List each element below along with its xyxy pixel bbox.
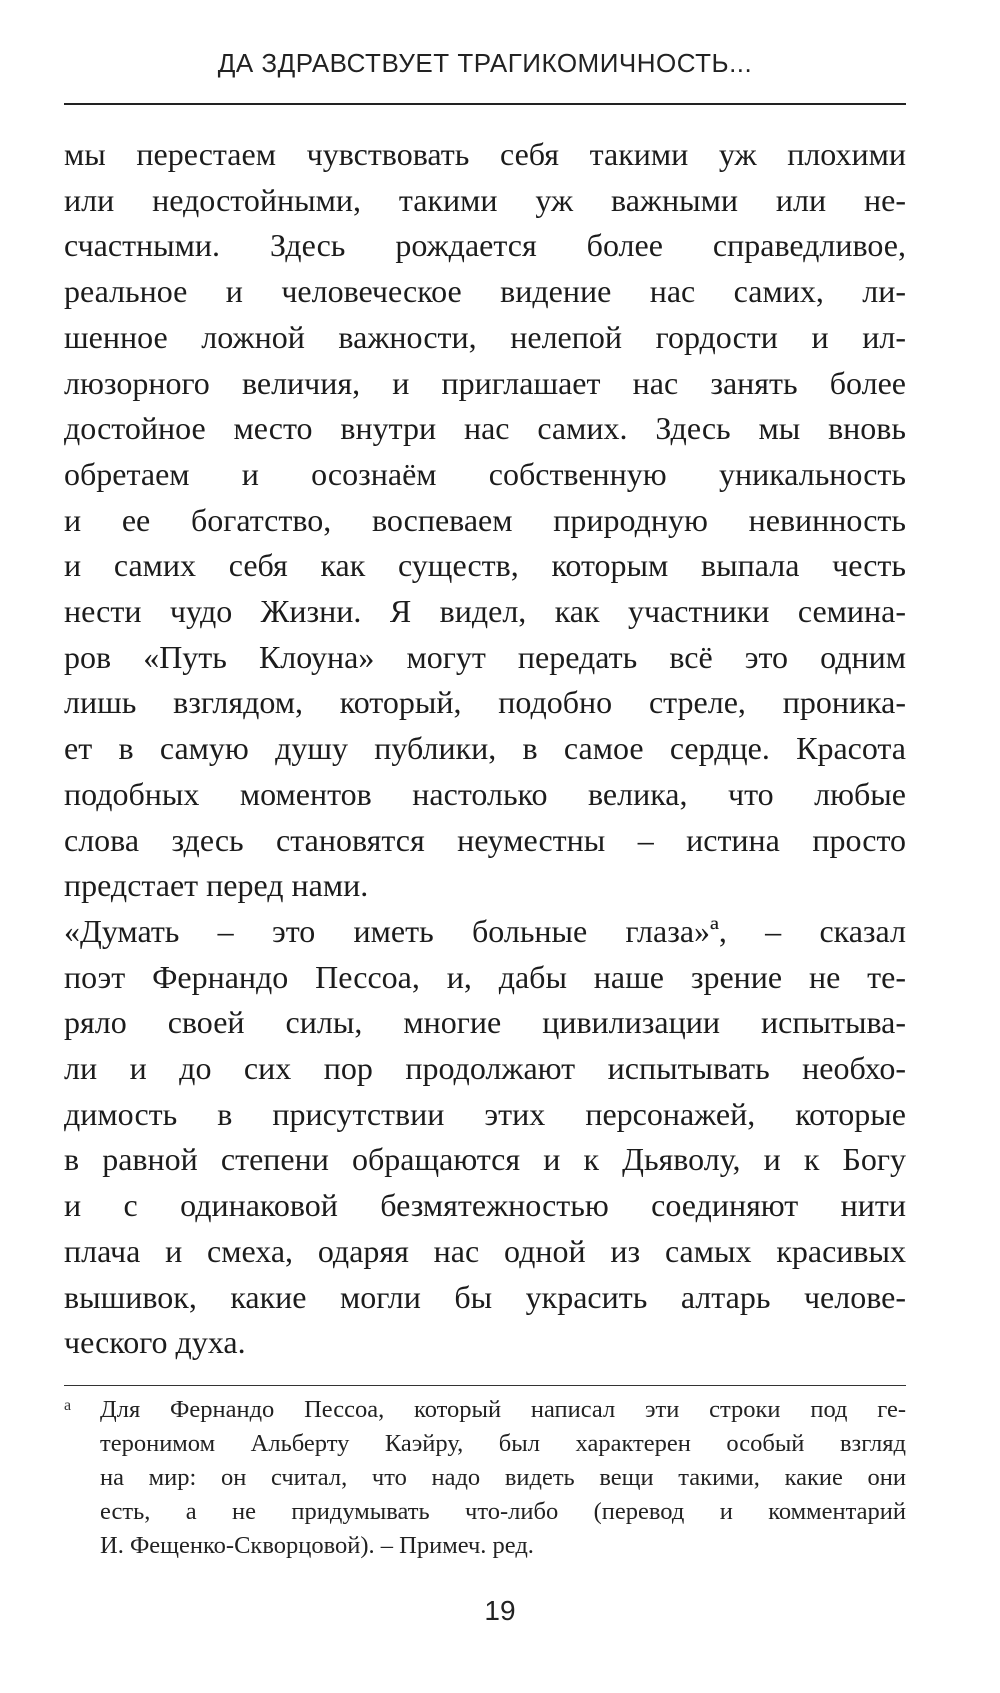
text-line: «Думать – это иметь больные глаза»ª, – сказал xyxy=(64,912,906,949)
footnote-line: теронимом Альберту Каэйру, был характерен особый взгляд xyxy=(100,1430,906,1457)
footnote-line: И. Фещенко-Скворцовой). – Примеч. ред. xyxy=(100,1532,534,1559)
text-line: нести чудо Жизни. Я видел, как участники семина- xyxy=(64,593,906,630)
text-line: ли и до сих пор продолжают испытывать необхо- xyxy=(64,1050,906,1087)
footnote-text xyxy=(100,1393,906,1563)
text-line: шенное ложной важности, нелепой гордости и ил- xyxy=(64,318,906,355)
header-rule xyxy=(64,103,906,105)
text-line: и с одинаковой безмятежностью соединяют нити xyxy=(64,1187,906,1224)
paragraph-1 xyxy=(64,132,906,909)
text-line: подобных моментов настолько велика, что любые xyxy=(64,775,906,812)
text-line: счастными. Здесь рождается более справедливое, xyxy=(64,227,906,264)
footnote-line: есть, а не придумывать что-либо (перевод и комментарий xyxy=(100,1498,906,1525)
text-line: и самих себя как существ, которым выпала честь xyxy=(64,547,906,584)
text-line: люзорного величия, и приглашает нас занять более xyxy=(64,364,906,401)
text-line: достойное место внутри нас самих. Здесь мы вновь xyxy=(64,410,906,447)
footnote-marker: a xyxy=(64,1397,72,1414)
text-line: в равной степени обращаются и к Дьяволу, и к Богу xyxy=(64,1141,906,1178)
paragraph-2 xyxy=(64,909,906,1366)
text-line: слова здесь становятся неуместны – истина просто xyxy=(64,821,906,858)
text-line: обретаем и осознаём собственную уникальность xyxy=(64,455,906,492)
text-line: поэт Фернандо Пессоа, и, дабы наше зрение не те- xyxy=(64,958,906,995)
text-line: и ее богатство, воспеваем природную невинность xyxy=(64,501,906,538)
footnote-line: Для Фернандо Пессоа, который написал эти строки под ге- xyxy=(100,1396,906,1423)
text-line: вышивок, какие могли бы украсить алтарь челове- xyxy=(64,1278,906,1315)
text-line: димость в присутствии этих персонажей, которые xyxy=(64,1095,906,1132)
text-line: мы перестаем чувствовать себя такими уж плохими xyxy=(64,136,906,172)
text-line: плача и смеха, одаряя нас одной из самых красивых xyxy=(64,1232,906,1269)
running-head: ДА ЗДРАВСТВУЕТ ТРАГИКОМИЧНОСТЬ... xyxy=(217,48,753,78)
footnote-line: на мир: он считал, что надо видеть вещи такими, какие они xyxy=(100,1464,906,1491)
text-line: лишь взглядом, который, подобно стреле, проника- xyxy=(64,684,906,721)
text-line: или недостойными, такими уж важными или не- xyxy=(64,181,906,218)
text-line: реальное и человеческое видение нас самих, ли- xyxy=(64,273,906,310)
footnote xyxy=(64,1393,906,1563)
page-number: 19 xyxy=(484,1595,516,1626)
text-line: предстает перед нами. xyxy=(64,867,369,904)
main-text xyxy=(64,132,906,1366)
text-line: ет в самую душу публики, в самое сердце. Красота xyxy=(64,730,906,767)
footnote-rule xyxy=(64,1385,906,1386)
text-line: ряло своей силы, многие цивилизации испытыва- xyxy=(64,1004,906,1041)
text-line: ческого духа. xyxy=(64,1324,246,1361)
text-line: ров «Путь Клоуна» могут передать всё это одним xyxy=(64,638,906,675)
